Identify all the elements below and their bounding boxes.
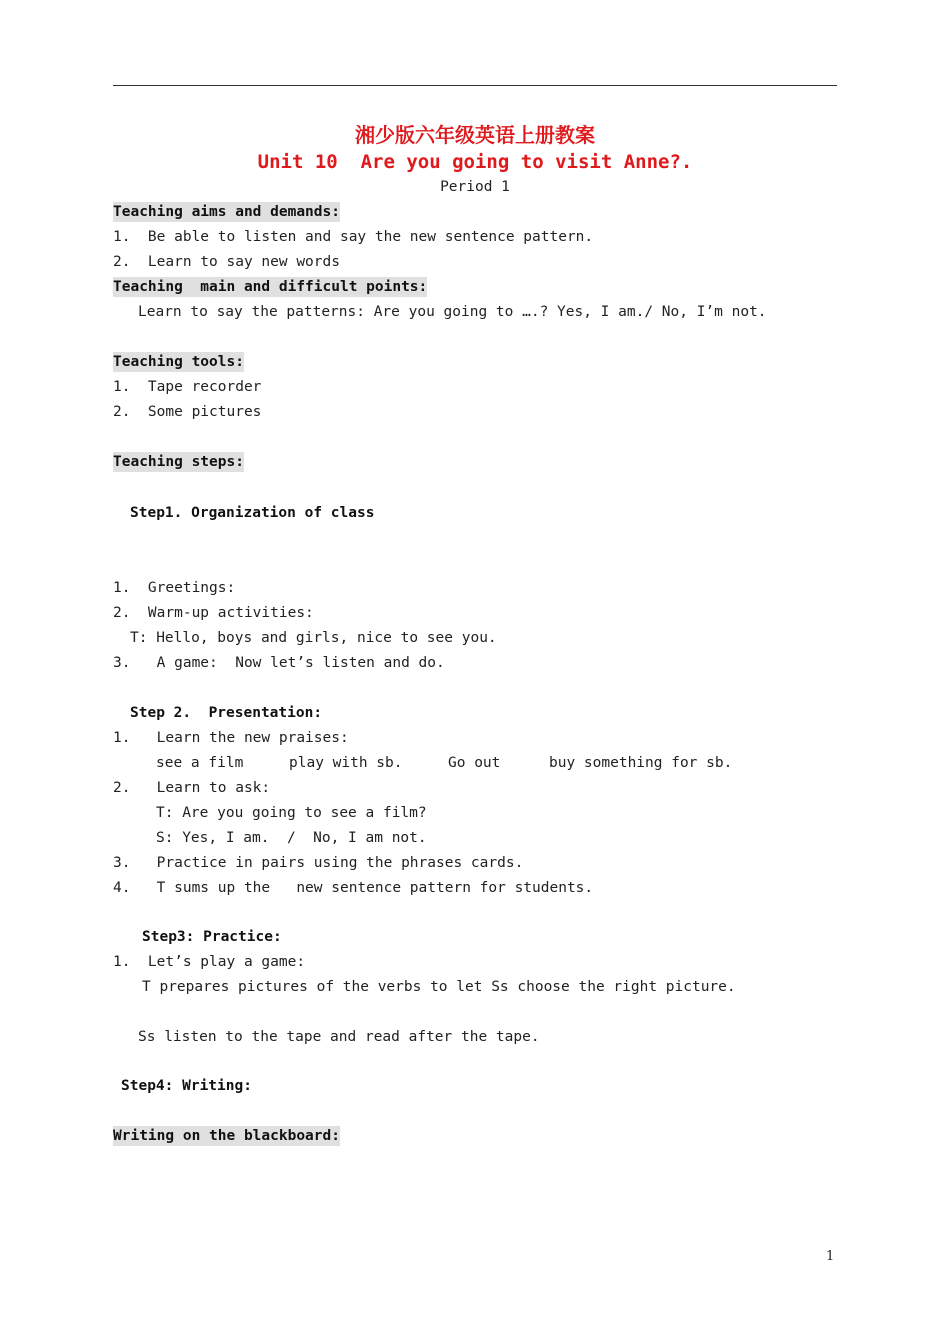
step3-item-1: 1. Let’s play a game: <box>113 954 306 970</box>
page-number: 1 <box>826 1249 835 1264</box>
tools-heading: Teaching tools: <box>113 354 244 370</box>
dialog-teacher: T: Are you going to see a film? <box>156 805 427 821</box>
step1-line-1: 1. Greetings: <box>113 580 236 596</box>
step1-title: Step1. Organization of class <box>130 505 375 521</box>
dialog-student: S: Yes, I am. / No, I am not. <box>156 830 427 846</box>
points-text: Learn to say the patterns: Are you going to ….? Yes, I am./ No, I’m not. <box>138 304 767 320</box>
step1-line-3: T: Hello, boys and girls, nice to see you. <box>130 630 497 646</box>
writing-heading: Writing on the blackboard: <box>113 1128 340 1144</box>
steps-heading: Teaching steps: <box>113 454 244 470</box>
step3-title: Step3: Practice: <box>142 929 282 945</box>
period-label: Period 1 <box>440 179 510 195</box>
tools-item-1: 1. Tape recorder <box>113 379 262 395</box>
phrase-3: Go out <box>448 755 501 771</box>
aims-heading: Teaching aims and demands: <box>113 204 340 220</box>
points-heading: Teaching main and difficult points: <box>113 279 428 295</box>
step1-line-4: 3. A game: Now let’s listen and do. <box>113 655 445 671</box>
step4-title: Step4: Writing: <box>121 1078 252 1094</box>
step2-item-3: 3. Practice in pairs using the phrases cards. <box>113 855 524 871</box>
step2-title: Step 2. Presentation: <box>130 705 323 721</box>
phrase-4: buy something for sb. <box>549 755 733 771</box>
phrase-1: see a film <box>156 755 244 771</box>
document-title-chinese: 湘少版六年级英语上册教案 <box>355 123 595 147</box>
document-title-unit: Unit 10 Are you going to visit Anne?. <box>257 151 693 173</box>
step3-line-3: Ss listen to the tape and read after the tape. <box>138 1029 540 1045</box>
step3-line-2: T prepares pictures of the verbs to let Ss choose the right picture. <box>142 979 736 995</box>
header-rule <box>113 85 837 86</box>
step2-item-2: 2. Learn to ask: <box>113 780 271 796</box>
aims-item-2: 2. Learn to say new words <box>113 254 340 270</box>
step2-item-1: 1. Learn the new praises: <box>113 730 349 746</box>
step2-item-4: 4. T sums up the new sentence pattern for students. <box>113 880 594 896</box>
aims-item-1: 1. Be able to listen and say the new sentence pattern. <box>113 229 594 245</box>
phrase-2: play with sb. <box>289 755 403 771</box>
step1-line-2: 2. Warm-up activities: <box>113 605 314 621</box>
tools-item-2: 2. Some pictures <box>113 404 262 420</box>
